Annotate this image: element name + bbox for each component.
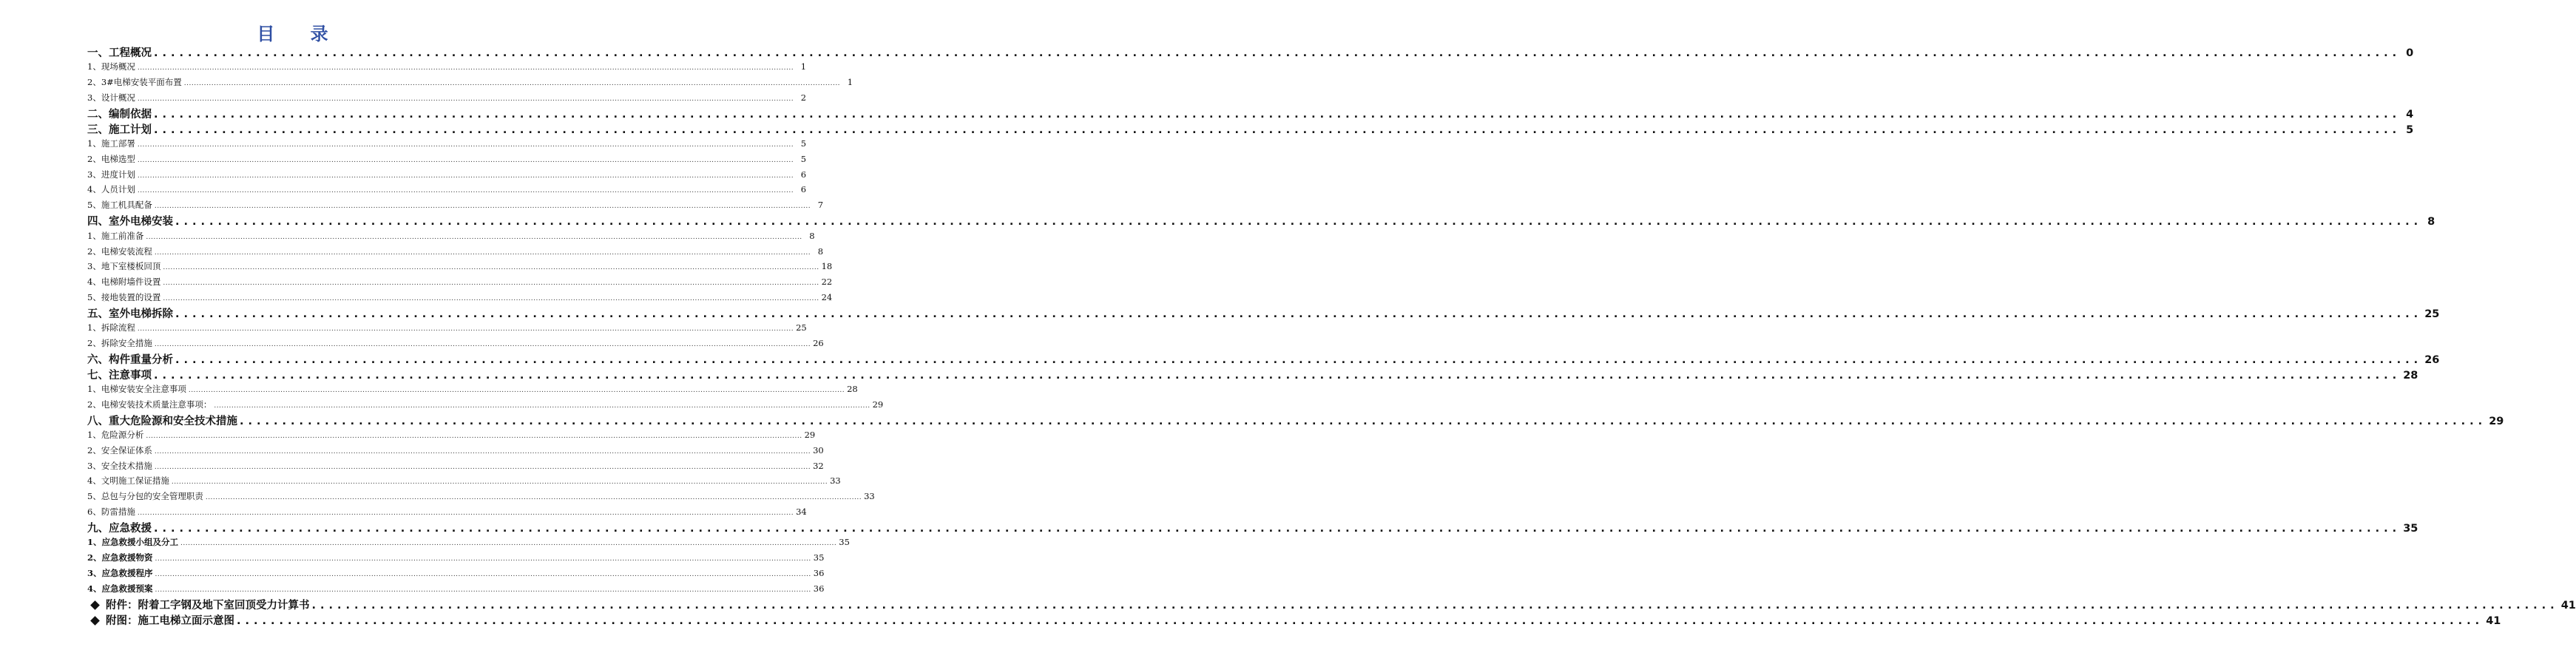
toc-entry[interactable] <box>87 276 833 289</box>
dot-leader: ........................................................................................................................................................................................................................................................................ <box>171 478 828 486</box>
dot-leader: ........................................................................................................................................................................................................................................................................ <box>155 586 811 594</box>
dot-leader: ........................................................................................................................................................................................................................................................................ <box>155 571 811 578</box>
entry-page: 29 <box>2489 416 2504 427</box>
toc-entry[interactable] <box>90 612 2501 627</box>
dot-leader: ........................................................................................................................................................................................................................................................................ <box>155 555 811 563</box>
toc-entry[interactable] <box>87 444 824 458</box>
entry-label: 3、应急救援程序 <box>87 568 153 578</box>
entry-label: 4、电梯附墙件设置 <box>87 277 161 287</box>
toc-entry[interactable] <box>87 475 841 488</box>
dot-leader: ........................................................................................................................................................................................................................................................................ <box>154 109 2401 121</box>
entry-page: 1 <box>800 61 807 72</box>
dot-leader: ........................................................................................................................................................................................................................................................................ <box>154 464 811 471</box>
toc-entry[interactable] <box>87 213 2435 228</box>
entry-page: 5 <box>2406 124 2414 136</box>
entry-page: 4 <box>2406 109 2414 121</box>
dot-leader: ........................................................................................................................................................................................................................................................................ <box>154 341 811 348</box>
dot-leader: ........................................................................................................................................................................................................................................................................ <box>154 370 2401 382</box>
dot-leader: ........................................................................................................................................................................................................................................................................ <box>175 354 2423 366</box>
entry-label: 五、室外电梯拆除 <box>87 308 173 320</box>
toc-entry[interactable] <box>87 399 884 412</box>
entry-page: 25 <box>2424 308 2440 320</box>
dot-leader: ........................................................................................................................................................................................................................................................................ <box>183 80 841 87</box>
dot-leader: ........................................................................................................................................................................................................................................................................ <box>163 264 819 271</box>
toc-entry[interactable] <box>87 552 825 565</box>
entry-label: 1、现场概况 <box>87 61 135 72</box>
entry-label: 3、安全技术措施 <box>87 461 152 471</box>
entry-label: 2、应急救援物资 <box>87 552 153 563</box>
entry-page: 22 <box>821 277 833 287</box>
dot-leader: ........................................................................................................................................................................................................................................................................ <box>154 203 811 210</box>
entry-page: 5 <box>800 154 807 164</box>
dot-leader: ........................................................................................................................................................................................................................................................................ <box>188 387 845 394</box>
entry-page: 6 <box>800 184 807 194</box>
toc-entry[interactable] <box>87 536 850 549</box>
entry-label: 4、应急救援预案 <box>87 583 153 594</box>
toc-entry[interactable] <box>87 490 875 504</box>
page-title: 目 录 <box>257 24 343 44</box>
entry-page: 36 <box>813 583 825 594</box>
dot-leader: ........................................................................................................................................................................................................................................................................ <box>175 216 2423 228</box>
toc-entry[interactable] <box>87 567 825 580</box>
entry-page: 35 <box>2403 523 2418 535</box>
toc-entry[interactable] <box>87 337 824 350</box>
entry-page: 26 <box>813 338 824 348</box>
toc-entry[interactable] <box>87 245 824 259</box>
entry-label: 九、应急救援 <box>87 523 152 535</box>
entry-label: 2、电梯选型 <box>87 154 135 164</box>
entry-page: 24 <box>821 292 833 302</box>
entry-page: 7 <box>817 200 824 210</box>
toc-entry[interactable] <box>87 92 807 105</box>
dot-leader: ........................................................................................................................................................................................................................................................................ <box>205 494 862 501</box>
dot-leader: ........................................................................................................................................................................................................................................................................ <box>137 509 794 517</box>
entry-page: 8 <box>809 231 815 241</box>
dot-leader: ........................................................................................................................................................................................................................................................................ <box>137 172 794 180</box>
entry-label: 七、注意事项 <box>87 370 152 382</box>
toc-entry[interactable] <box>87 322 807 335</box>
dot-leader: ........................................................................................................................................................................................................................................................................ <box>180 540 837 547</box>
dot-leader: ........................................................................................................................................................................................................................................................................ <box>154 47 2401 59</box>
toc-entry[interactable] <box>87 291 833 305</box>
dot-leader: ........................................................................................................................................................................................................................................................................ <box>137 325 794 333</box>
entry-page: 1 <box>847 77 853 87</box>
toc-entry[interactable] <box>87 305 2440 320</box>
toc-entry[interactable] <box>87 169 807 182</box>
dot-leader: ........................................................................................................................................................................................................................................................................ <box>154 523 2401 535</box>
dot-leader: ........................................................................................................................................................................................................................................................................ <box>137 157 794 164</box>
entry-label: 2、电梯安装流程 <box>87 246 152 257</box>
entry-label: 6、防雷措施 <box>87 507 135 517</box>
entry-label: 1、施工前准备 <box>87 231 144 241</box>
dot-leader: ........................................................................................................................................................................................................................................................................ <box>175 308 2423 320</box>
toc-entry[interactable] <box>87 61 807 74</box>
entry-page: 33 <box>830 475 841 486</box>
entry-page: 28 <box>2403 370 2418 382</box>
toc-entry[interactable] <box>87 583 825 596</box>
entry-page: 6 <box>800 169 807 180</box>
entry-label: 1、拆除流程 <box>87 322 135 333</box>
toc-entry[interactable] <box>87 183 807 197</box>
entry-label: 1、应急救援小组及分工 <box>87 537 179 547</box>
entry-label: 1、电梯安装安全注意事项 <box>87 384 186 394</box>
entry-label: 二、编制依据 <box>87 109 152 121</box>
toc-entry[interactable] <box>87 460 824 473</box>
entry-page: 26 <box>2424 354 2440 366</box>
entry-label: 附图：施工电梯立面示意图 <box>106 615 234 627</box>
entry-label: 4、文明施工保证措施 <box>87 475 169 486</box>
entry-label: 一、工程概况 <box>87 47 152 59</box>
entry-label: 5、接地装置的设置 <box>87 292 161 302</box>
entry-page: 29 <box>872 399 884 410</box>
entry-page: 29 <box>804 430 816 440</box>
entry-page: 36 <box>813 568 825 578</box>
entry-page: 2 <box>800 92 807 103</box>
entry-label: 3、设计概况 <box>87 92 135 103</box>
entry-label: 1、施工部署 <box>87 138 135 149</box>
dot-leader: ........................................................................................................................................................................................................................................................................ <box>137 141 794 149</box>
entry-label: 附件：附着工字钢及地下室回顶受力计算书 <box>106 600 310 612</box>
toc-entry[interactable] <box>87 506 807 519</box>
entry-page: 35 <box>813 552 825 563</box>
dot-leader: ........................................................................................................................................................................................................................................................................ <box>154 249 811 257</box>
entry-label: 1、危险源分析 <box>87 430 144 440</box>
entry-label: 3、地下室楼板回顶 <box>87 261 161 271</box>
entry-label: 三、施工计划 <box>87 124 152 136</box>
toc-entry[interactable] <box>87 199 824 212</box>
dot-leader: ........................................................................................................................................................................................................................................................................ <box>163 295 819 302</box>
dot-leader: ........................................................................................................................................................................................................................................................................ <box>137 187 794 194</box>
toc-entry[interactable] <box>87 260 833 274</box>
toc-entry[interactable] <box>87 76 853 89</box>
dot-leader: ........................................................................................................................................................................................................................................................................ <box>240 416 2487 427</box>
toc-entry[interactable] <box>87 121 2414 136</box>
dot-leader: ........................................................................................................................................................................................................................................................................ <box>154 448 811 455</box>
entry-label: 3、进度计划 <box>87 169 135 180</box>
entry-page: 25 <box>796 322 807 333</box>
toc-entry[interactable] <box>87 230 815 243</box>
entry-label: 四、室外电梯安装 <box>87 216 173 228</box>
dot-leader: ........................................................................................................................................................................................................................................................................ <box>163 280 819 287</box>
entry-page: 18 <box>821 261 833 271</box>
toc-entry[interactable] <box>87 44 2414 59</box>
entry-page: 35 <box>839 537 850 547</box>
diamond-bullet-icon <box>90 616 100 626</box>
toc-entry[interactable] <box>87 520 2418 535</box>
entry-label: 5、总包与分包的安全管理职责 <box>87 491 203 501</box>
dot-leader: ........................................................................................................................................................................................................................................................................ <box>214 402 871 410</box>
toc-entry[interactable] <box>87 153 807 166</box>
entry-label: 六、构件重量分析 <box>87 354 173 366</box>
dot-leader: ........................................................................................................................................................................................................................................................................ <box>146 433 802 440</box>
toc-entry[interactable] <box>87 351 2440 366</box>
diamond-bullet-icon <box>90 600 100 610</box>
entry-label: 2、拆除安全措施 <box>87 338 152 348</box>
entry-label: 2、电梯安装技术质量注意事项： <box>87 399 212 410</box>
dot-leader: ........................................................................................................................................................................................................................................................................ <box>146 234 802 241</box>
toc-entry[interactable] <box>87 138 807 151</box>
entry-page: 41 <box>2560 600 2576 612</box>
entry-label: 2、安全保证体系 <box>87 445 152 455</box>
entry-label: 八、重大危险源和安全技术措施 <box>87 416 237 427</box>
entry-page: 30 <box>813 445 824 455</box>
dot-leader: ........................................................................................................................................................................................................................................................................ <box>137 64 794 72</box>
dot-leader: ........................................................................................................................................................................................................................................................................ <box>237 615 2484 627</box>
entry-page: 8 <box>817 246 824 257</box>
toc-entry[interactable] <box>87 383 858 396</box>
toc-entry[interactable] <box>87 413 2504 427</box>
entry-page: 5 <box>800 138 807 149</box>
toc-entry[interactable] <box>87 367 2418 382</box>
toc-entry[interactable] <box>87 106 2414 121</box>
entry-page: 28 <box>847 384 858 394</box>
dot-leader: ........................................................................................................................................................................................................................................................................ <box>137 95 794 103</box>
entry-page: 32 <box>813 461 824 471</box>
entry-page: 0 <box>2406 47 2414 59</box>
entry-label: 5、施工机具配备 <box>87 200 152 210</box>
toc-entry[interactable] <box>87 429 816 442</box>
entry-label: 2、3#电梯安装平面布置 <box>87 77 182 87</box>
entry-page: 33 <box>864 491 875 501</box>
entry-page: 8 <box>2427 216 2435 228</box>
dot-leader: ........................................................................................................................................................................................................................................................................ <box>311 600 2559 612</box>
entry-page: 41 <box>2486 615 2501 627</box>
dot-leader: ........................................................................................................................................................................................................................................................................ <box>154 124 2401 136</box>
entry-label: 4、人员计划 <box>87 184 135 194</box>
toc-entry[interactable] <box>90 597 2576 612</box>
entry-page: 34 <box>796 507 807 517</box>
